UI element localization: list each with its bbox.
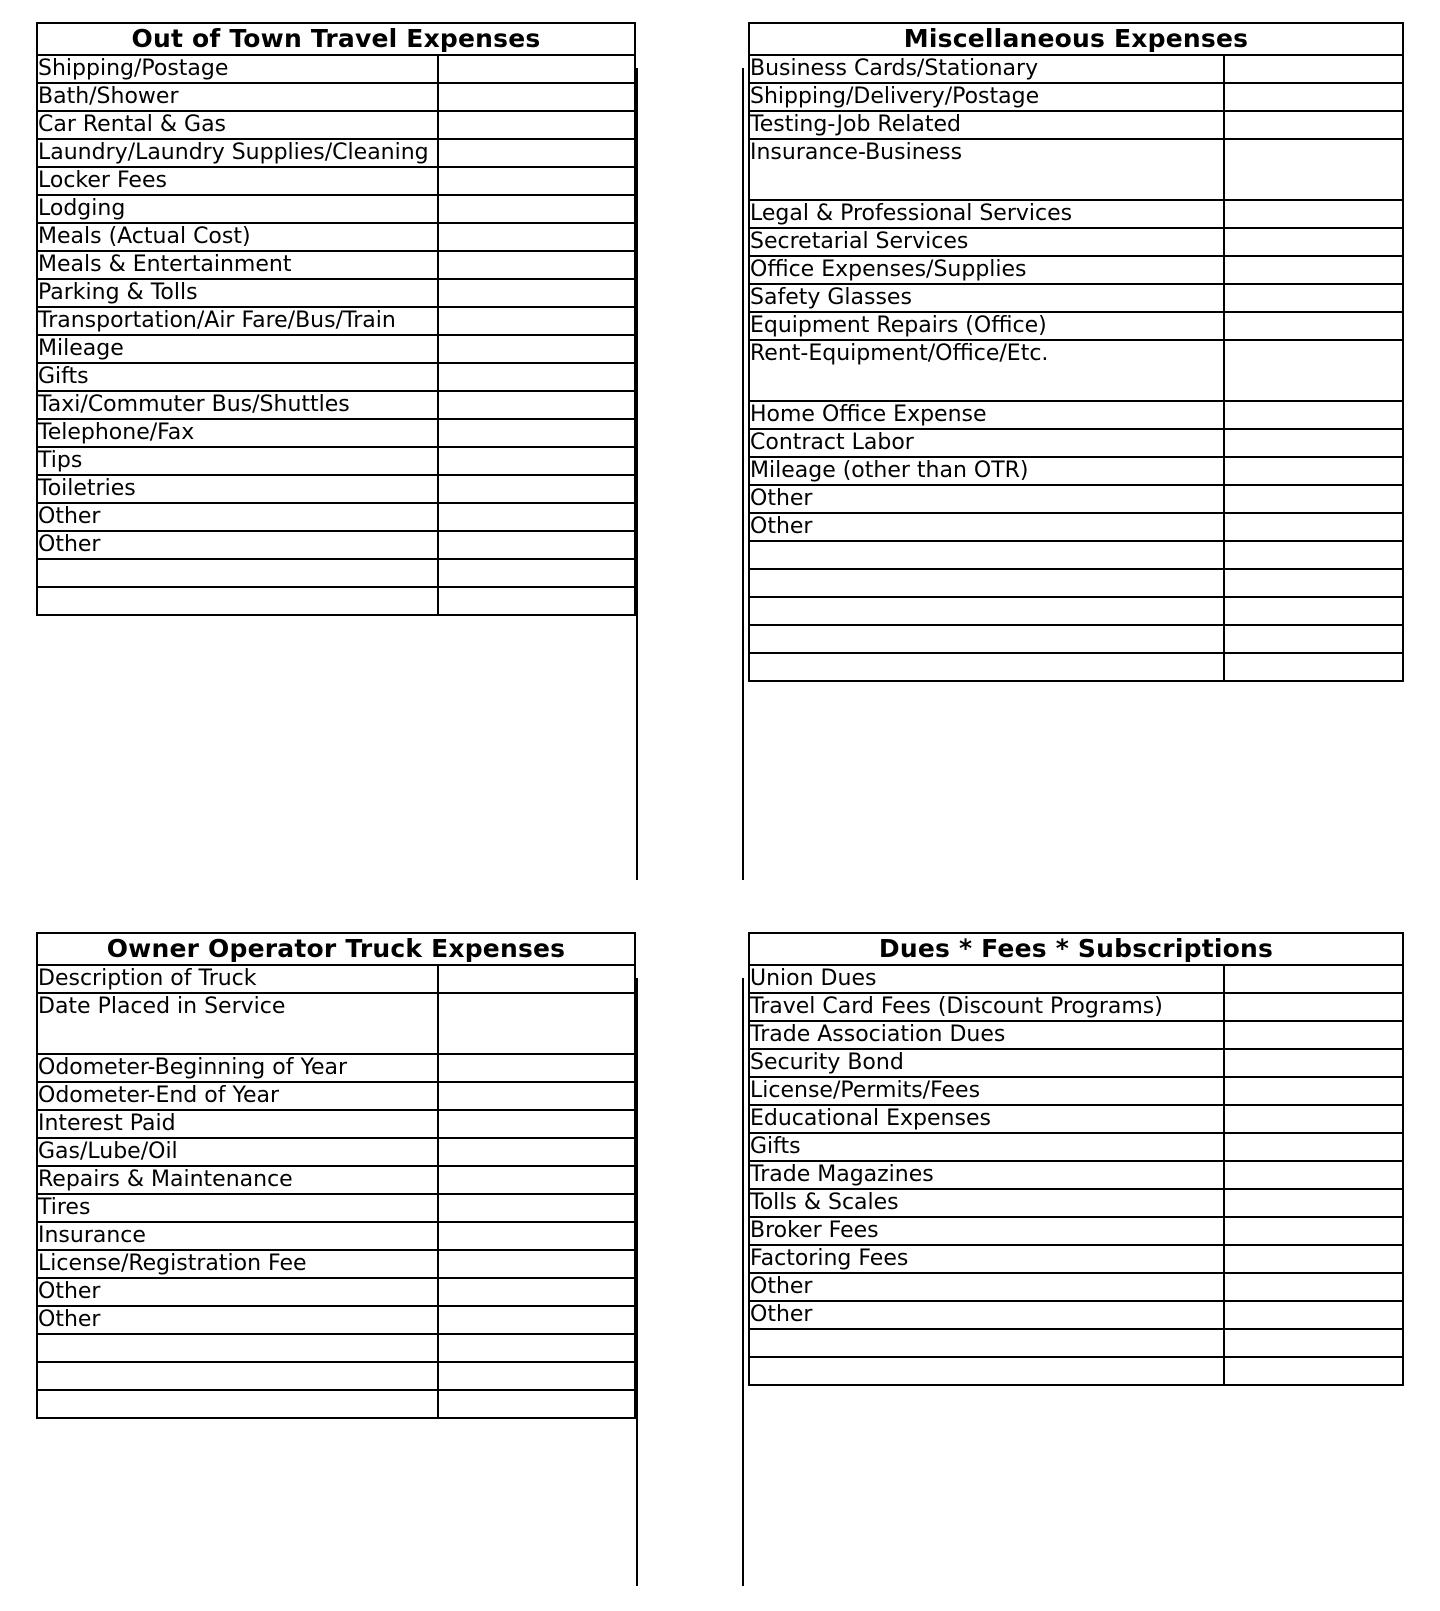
row-amount-input[interactable]	[438, 335, 635, 363]
row-label: Testing-Job Related	[749, 111, 1224, 139]
row-amount-input[interactable]	[438, 1138, 635, 1166]
row-amount-input[interactable]	[1224, 541, 1403, 569]
row-label: Equipment Repairs (Office)	[749, 312, 1224, 340]
row-amount-input[interactable]	[1224, 1301, 1403, 1329]
table-row	[37, 1362, 635, 1390]
table-row	[749, 111, 1403, 139]
table-row	[749, 139, 1403, 200]
row-label: Other	[37, 503, 438, 531]
table-row	[37, 447, 635, 475]
row-label: Rent-Equipment/Office/Etc.	[749, 340, 1224, 401]
row-amount-input[interactable]	[438, 1250, 635, 1278]
table-row	[749, 1217, 1403, 1245]
table-row	[749, 1161, 1403, 1189]
table-row	[37, 307, 635, 335]
row-amount-input[interactable]	[1224, 1273, 1403, 1301]
row-amount-input[interactable]	[1224, 1133, 1403, 1161]
row-label: Shipping/Postage	[37, 55, 438, 83]
table-row	[749, 1189, 1403, 1217]
table-row	[749, 83, 1403, 111]
row-amount-input[interactable]	[1224, 83, 1403, 111]
row-label: Factoring Fees	[749, 1245, 1224, 1273]
row-amount-input[interactable]	[1224, 1021, 1403, 1049]
table-row	[749, 256, 1403, 284]
table-row	[37, 531, 635, 559]
center-divider-bottom	[636, 932, 748, 1586]
row-label[interactable]	[749, 1357, 1224, 1385]
table-row	[749, 228, 1403, 256]
table-row	[37, 1194, 635, 1222]
row-label[interactable]	[749, 541, 1224, 569]
row-label: Bath/Shower	[37, 83, 438, 111]
divider-column	[636, 978, 744, 1586]
row-label: Contract Labor	[749, 429, 1224, 457]
table-row	[37, 195, 635, 223]
row-amount-input[interactable]	[438, 993, 635, 1054]
row-label: Mileage	[37, 335, 438, 363]
divider-column	[636, 68, 744, 880]
table-row	[37, 363, 635, 391]
table-header-row	[749, 933, 1403, 965]
row-label: Safety Glasses	[749, 284, 1224, 312]
table-row	[37, 475, 635, 503]
table-row	[37, 391, 635, 419]
row-label[interactable]	[37, 587, 438, 615]
row-amount-input[interactable]	[1224, 597, 1403, 625]
row-amount-input[interactable]	[1224, 965, 1403, 993]
row-amount-input[interactable]	[438, 363, 635, 391]
row-label: Telephone/Fax	[37, 419, 438, 447]
row-label: Gifts	[37, 363, 438, 391]
row-amount-input[interactable]	[1224, 569, 1403, 597]
row-amount-input[interactable]	[438, 223, 635, 251]
table-row	[37, 167, 635, 195]
row-label: Other	[37, 1306, 438, 1334]
row-amount-input[interactable]	[1224, 993, 1403, 1021]
row-label: Tolls & Scales	[749, 1189, 1224, 1217]
row-label: Date Placed in Service	[37, 993, 438, 1054]
row-amount-input[interactable]	[1224, 1357, 1403, 1385]
row-amount-input[interactable]	[438, 1110, 635, 1138]
table-row	[37, 83, 635, 111]
row-label: Shipping/Delivery/Postage	[749, 83, 1224, 111]
row-amount-input[interactable]	[1224, 1049, 1403, 1077]
table-row	[749, 965, 1403, 993]
row-label: Meals (Actual Cost)	[37, 223, 438, 251]
row-label: Security Bond	[749, 1049, 1224, 1077]
row-amount-input[interactable]	[1224, 312, 1403, 340]
row-amount-input[interactable]	[438, 1082, 635, 1110]
divider-top-spacer	[636, 932, 748, 978]
row-label: License/Permits/Fees	[749, 1077, 1224, 1105]
row-label: Insurance-Business	[749, 139, 1224, 200]
row-label: Transportation/Air Fare/Bus/Train	[37, 307, 438, 335]
table-row	[749, 429, 1403, 457]
row-label: Car Rental & Gas	[37, 111, 438, 139]
table-row	[749, 457, 1403, 485]
row-amount-input[interactable]	[438, 1166, 635, 1194]
row-label[interactable]	[37, 1362, 438, 1390]
row-amount-input[interactable]	[438, 1362, 635, 1390]
table-row	[37, 279, 635, 307]
table-row	[37, 1278, 635, 1306]
row-label: Interest Paid	[37, 1110, 438, 1138]
row-label[interactable]	[749, 653, 1224, 681]
table-row	[37, 55, 635, 83]
row-amount-input[interactable]	[1224, 340, 1403, 401]
row-label: Tips	[37, 447, 438, 475]
row-label: Trade Magazines	[749, 1161, 1224, 1189]
section-out-of-town-travel	[36, 22, 636, 616]
block-top	[36, 22, 1404, 880]
row-amount-input[interactable]	[438, 251, 635, 279]
row-label: Union Dues	[749, 965, 1224, 993]
row-amount-input[interactable]	[1224, 139, 1403, 200]
table-miscellaneous	[748, 22, 1404, 682]
row-label: Meals & Entertainment	[37, 251, 438, 279]
table-row	[37, 1390, 635, 1418]
row-amount-input[interactable]	[1224, 55, 1403, 83]
table-row	[37, 1222, 635, 1250]
table-row	[37, 965, 635, 993]
center-divider-top	[636, 22, 748, 880]
row-amount-input[interactable]	[1224, 653, 1403, 681]
table-row	[749, 200, 1403, 228]
row-amount-input[interactable]	[1224, 111, 1403, 139]
row-amount-input[interactable]	[438, 1306, 635, 1334]
table-row	[749, 1245, 1403, 1273]
table-owner-operator-truck	[36, 932, 636, 1419]
row-amount-input[interactable]	[1224, 200, 1403, 228]
row-label: Parking & Tolls	[37, 279, 438, 307]
table-row	[37, 993, 635, 1054]
row-amount-input[interactable]	[438, 1278, 635, 1306]
table-row	[749, 541, 1403, 569]
row-amount-input[interactable]	[1224, 513, 1403, 541]
table-header-row	[749, 23, 1403, 55]
table-header-row	[37, 23, 635, 55]
row-amount-input[interactable]	[438, 419, 635, 447]
section-title: Out of Town Travel Expenses	[37, 23, 635, 55]
row-label: Other	[37, 1278, 438, 1306]
row-label: Toiletries	[37, 475, 438, 503]
row-amount-input[interactable]	[438, 1222, 635, 1250]
row-label: Educational Expenses	[749, 1105, 1224, 1133]
row-amount-input[interactable]	[438, 195, 635, 223]
table-row	[37, 1166, 635, 1194]
row-amount-input[interactable]	[438, 587, 635, 615]
row-label: Office Expenses/Supplies	[749, 256, 1224, 284]
row-amount-input[interactable]	[438, 475, 635, 503]
table-row	[749, 1133, 1403, 1161]
row-amount-input[interactable]	[1224, 228, 1403, 256]
row-label: Business Cards/Stationary	[749, 55, 1224, 83]
row-label: Gifts	[749, 1133, 1224, 1161]
row-label: Legal & Professional Services	[749, 200, 1224, 228]
row-amount-input[interactable]	[438, 391, 635, 419]
row-label[interactable]	[749, 569, 1224, 597]
row-amount-input[interactable]	[438, 167, 635, 195]
row-amount-input[interactable]	[1224, 1217, 1403, 1245]
table-row	[37, 1306, 635, 1334]
row-label: Lodging	[37, 195, 438, 223]
row-label: Trade Association Dues	[749, 1021, 1224, 1049]
row-label[interactable]	[37, 1334, 438, 1362]
table-row	[37, 419, 635, 447]
row-amount-input[interactable]	[1224, 625, 1403, 653]
table-row	[749, 1301, 1403, 1329]
row-amount-input[interactable]	[1224, 429, 1403, 457]
section-dues-fees-subscriptions	[748, 932, 1404, 1386]
row-label: Home Office Expense	[749, 401, 1224, 429]
table-row	[37, 1082, 635, 1110]
row-label: Insurance	[37, 1222, 438, 1250]
section-title: Miscellaneous Expenses	[749, 23, 1403, 55]
row-amount-input[interactable]	[438, 139, 635, 167]
row-label: Gas/Lube/Oil	[37, 1138, 438, 1166]
table-header-row	[37, 933, 635, 965]
table-row	[37, 251, 635, 279]
table-row	[749, 284, 1403, 312]
row-label[interactable]	[749, 1329, 1224, 1357]
table-row	[37, 139, 635, 167]
table-row	[749, 312, 1403, 340]
row-label: Other	[37, 531, 438, 559]
table-row	[37, 1250, 635, 1278]
row-label: Odometer-End of Year	[37, 1082, 438, 1110]
row-amount-input[interactable]	[438, 531, 635, 559]
row-label: Mileage (other than OTR)	[749, 457, 1224, 485]
table-row	[749, 569, 1403, 597]
row-amount-input[interactable]	[1224, 401, 1403, 429]
section-miscellaneous	[748, 22, 1404, 682]
table-row	[37, 111, 635, 139]
row-amount-input[interactable]	[438, 55, 635, 83]
table-row	[37, 559, 635, 587]
table-row	[749, 1077, 1403, 1105]
table-row	[37, 1334, 635, 1362]
table-row	[37, 1110, 635, 1138]
row-amount-input[interactable]	[438, 111, 635, 139]
row-amount-input[interactable]	[438, 279, 635, 307]
table-out-of-town-travel	[36, 22, 636, 616]
row-amount-input[interactable]	[1224, 1189, 1403, 1217]
table-row	[749, 1273, 1403, 1301]
table-row	[749, 1021, 1403, 1049]
row-amount-input[interactable]	[438, 307, 635, 335]
table-row	[749, 55, 1403, 83]
row-label: Secretarial Services	[749, 228, 1224, 256]
table-row	[749, 401, 1403, 429]
row-amount-input[interactable]	[1224, 1105, 1403, 1133]
table-row	[749, 485, 1403, 513]
row-amount-input[interactable]	[438, 1334, 635, 1362]
row-amount-input[interactable]	[1224, 1329, 1403, 1357]
table-row	[749, 513, 1403, 541]
row-label: Other	[749, 1273, 1224, 1301]
table-row	[749, 1329, 1403, 1357]
section-owner-operator-truck	[36, 932, 636, 1419]
row-label: Travel Card Fees (Discount Programs)	[749, 993, 1224, 1021]
table-row	[749, 625, 1403, 653]
table-row	[37, 1138, 635, 1166]
row-amount-input[interactable]	[1224, 1077, 1403, 1105]
row-label: Broker Fees	[749, 1217, 1224, 1245]
row-amount-input[interactable]	[1224, 1245, 1403, 1273]
row-label[interactable]	[37, 559, 438, 587]
table-row	[749, 653, 1403, 681]
row-label: Tires	[37, 1194, 438, 1222]
table-row	[37, 587, 635, 615]
table-row	[749, 340, 1403, 401]
row-amount-input[interactable]	[438, 559, 635, 587]
row-label: Laundry/Laundry Supplies/Cleaning	[37, 139, 438, 167]
section-title: Owner Operator Truck Expenses	[37, 933, 635, 965]
block-bottom	[36, 932, 1404, 1586]
row-amount-input[interactable]	[438, 965, 635, 993]
row-label[interactable]	[37, 1390, 438, 1418]
row-amount-input[interactable]	[1224, 256, 1403, 284]
table-row	[749, 993, 1403, 1021]
table-row	[749, 1105, 1403, 1133]
row-amount-input[interactable]	[438, 447, 635, 475]
row-label: License/Registration Fee	[37, 1250, 438, 1278]
table-row	[749, 1049, 1403, 1077]
row-amount-input[interactable]	[438, 1194, 635, 1222]
row-amount-input[interactable]	[1224, 457, 1403, 485]
row-label: Description of Truck	[37, 965, 438, 993]
row-label[interactable]	[749, 597, 1224, 625]
divider-top-spacer	[636, 22, 748, 68]
row-label: Other	[749, 485, 1224, 513]
row-amount-input[interactable]	[438, 503, 635, 531]
table-row	[37, 223, 635, 251]
row-label: Other	[749, 1301, 1224, 1329]
section-title: Dues * Fees * Subscriptions	[749, 933, 1403, 965]
row-amount-input[interactable]	[1224, 1161, 1403, 1189]
row-label[interactable]	[749, 625, 1224, 653]
row-label: Locker Fees	[37, 167, 438, 195]
table-row	[37, 1054, 635, 1082]
row-label: Taxi/Commuter Bus/Shuttles	[37, 391, 438, 419]
table-dues-fees-subscriptions	[748, 932, 1404, 1386]
table-row	[749, 1357, 1403, 1385]
row-amount-input[interactable]	[438, 1054, 635, 1082]
row-amount-input[interactable]	[1224, 485, 1403, 513]
row-label: Repairs & Maintenance	[37, 1166, 438, 1194]
table-row	[37, 335, 635, 363]
row-label: Odometer-Beginning of Year	[37, 1054, 438, 1082]
table-row	[749, 597, 1403, 625]
table-row	[37, 503, 635, 531]
row-amount-input[interactable]	[1224, 284, 1403, 312]
row-amount-input[interactable]	[438, 1390, 635, 1418]
row-label: Other	[749, 513, 1224, 541]
row-amount-input[interactable]	[438, 83, 635, 111]
